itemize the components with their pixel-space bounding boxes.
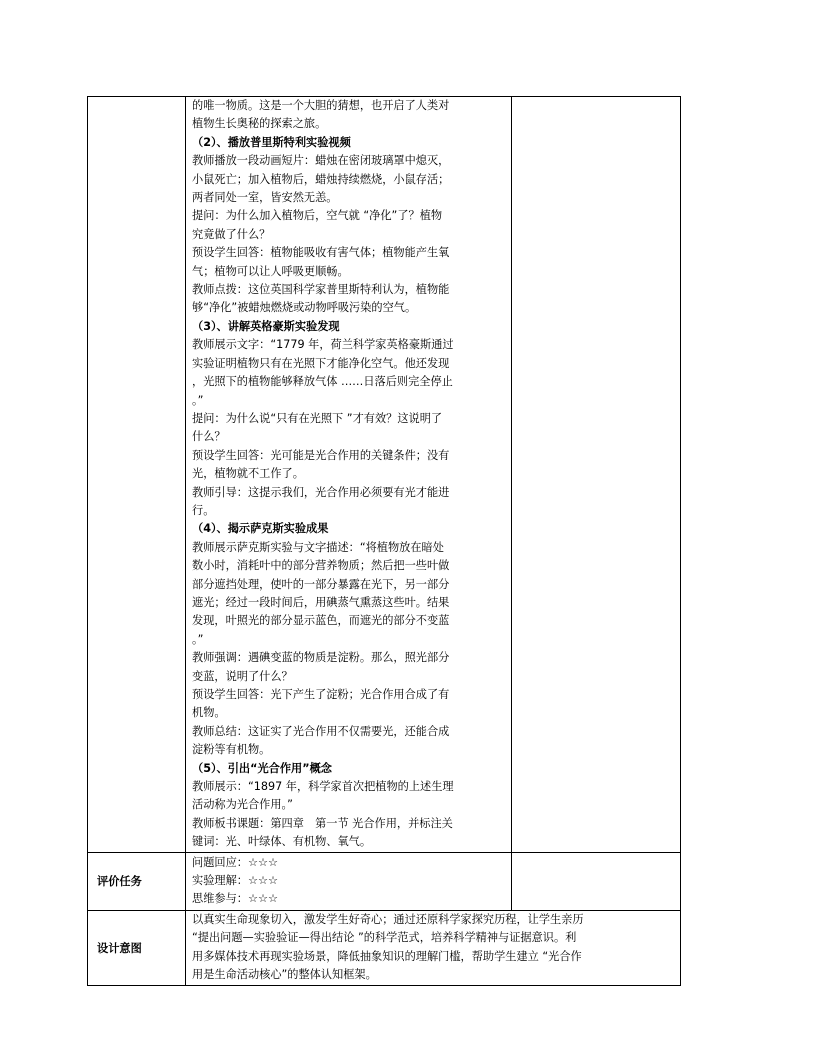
teaching-process-row xyxy=(88,97,681,853)
lesson-line: 够“净化”被蜡烛燃烧或动物呼吸污染的空气。 xyxy=(192,301,417,315)
empty-notes-cell xyxy=(512,97,681,853)
section-heading: （4）、揭示萨克斯实验成果 xyxy=(192,522,329,536)
lesson-line: 行。 xyxy=(192,503,215,517)
section-heading: （3）、讲解英格豪斯实验发现 xyxy=(192,319,340,333)
lesson-line: 究竟做了什么？ xyxy=(192,227,271,241)
lesson-line: 预设学生回答：光下产生了淀粉；光合作用合成了有 xyxy=(192,688,450,701)
evaluation-item: 实验理解：☆☆☆ xyxy=(192,874,279,888)
lesson-line: 的唯一物质。这是一个大胆的猜想，也开启了人类对 xyxy=(192,99,450,112)
lesson-line: 教师点拨：这位英国科学家普里斯特利认为，植物能 xyxy=(192,283,450,297)
lesson-line: 机物。 xyxy=(192,706,226,720)
lesson-line: 什么？ xyxy=(192,430,226,444)
section-heading: （5）、引出“光合作用”概念 xyxy=(192,761,332,775)
lesson-line: 遮光；经过一段时间后，用碘蒸气熏蒸这些叶。结果 xyxy=(192,595,450,609)
lesson-line: 活动称为光合作用。” xyxy=(192,798,293,812)
lesson-line: 预设学生回答：光可能是光合作用的关键条件；没有 xyxy=(192,448,450,462)
empty-label-cell xyxy=(88,97,186,853)
evaluation-items-cell xyxy=(186,852,512,910)
lesson-line: 部分遮挡处理，使叶的一部分暴露在光下，另一部分 xyxy=(192,577,450,591)
lesson-line: 教师总结：这证实了光合作用不仅需要光，还能合成 xyxy=(192,724,450,738)
lesson-line: 。” xyxy=(192,393,204,407)
lesson-line: 气；植物可以让人呼吸更顺畅。 xyxy=(192,264,349,278)
lesson-line: 淀粉等有机物。 xyxy=(192,743,271,757)
lesson-line: 教师板书课题：第四章 第一节 光合作用，并标注关 xyxy=(192,816,453,830)
lesson-line: 教师强调：遇碘变蓝的物质是淀粉。那么，照光部分 xyxy=(192,651,450,665)
lesson-line: 光，植物就不工作了。 xyxy=(192,467,304,481)
evaluation-item: 思维参与：☆☆☆ xyxy=(192,892,279,906)
lesson-line: 键词：光、叶绿体、有机物、氧气。 xyxy=(192,835,372,849)
lesson-line: 提问：为什么说“只有在光照下 ”才有效？这说明了 xyxy=(192,411,443,425)
evaluation-item: 问题回应：☆☆☆ xyxy=(192,855,279,869)
lesson-lines xyxy=(192,97,508,852)
lesson-line: ，光照下的植物能够释放气体 ……日落后则完全停止 xyxy=(192,375,453,389)
lesson-line: 教师展示：“1897 年，科学家首次把植物的上述生理 xyxy=(192,780,454,794)
lesson-line: 教师展示萨克斯实验与文字描述：“将植物放在暗处 xyxy=(192,540,444,554)
lesson-line: 教师展示文字：“1779 年，荷兰科学家英格豪斯通过 xyxy=(192,338,454,352)
section-heading: （2）、播放普里斯特利实验视频 xyxy=(192,135,351,149)
evaluation-row xyxy=(88,852,681,910)
design-intent-line: 用多媒体技术再现实验场景，降低抽象知识的理解门槛，帮助学生建立 “光合作 xyxy=(192,949,582,963)
evaluation-label: 评价任务 xyxy=(88,852,186,910)
lesson-line: 教师引导：这提示我们，光合作用必须要有光才能进 xyxy=(192,485,450,499)
lesson-line: 。” xyxy=(192,632,204,646)
lesson-line: 教师播放一段动画短片：蜡烛在密闭玻璃罩中熄灭， xyxy=(192,154,450,168)
lesson-line: 数小时，消耗叶中的部分营养物质；然后把一些叶做 xyxy=(192,559,450,573)
design-intent-text xyxy=(186,910,681,985)
design-intent-line: 用是生命活动核心”的整体认知框架。 xyxy=(192,968,377,982)
lesson-plan-table xyxy=(87,96,681,986)
design-intent-line: 以真实生命现象切入，激发学生好奇心；通过还原科学家探究历程，让学生亲历 xyxy=(192,912,584,926)
lesson-line: 两者同处一室，皆安然无恙。 xyxy=(192,191,338,205)
design-intent-label: 设计意图 xyxy=(88,910,186,985)
lesson-line: 发现，叶照光的部分显示蓝色，而遮光的部分不变蓝 xyxy=(192,614,450,628)
teaching-activities-cell xyxy=(186,97,512,853)
design-intent-line: “提出问题—实验验证—得出结论 ”的科学范式，培养科学精神与证据意识。利 xyxy=(192,931,577,945)
lesson-line: 小鼠死亡；加入植物后，蜡烛持续燃烧，小鼠存活； xyxy=(192,172,450,186)
empty-evaluation-cell xyxy=(512,852,681,910)
lesson-line: 预设学生回答：植物能吸收有害气体；植物能产生氧 xyxy=(192,246,450,260)
lesson-line: 提问：为什么加入植物后，空气就 “净化”了？植物 xyxy=(192,209,443,223)
lesson-line: 植物生长奥秘的探索之旅。 xyxy=(192,117,327,131)
design-intent-row xyxy=(88,910,681,985)
lesson-line: 实验证明植物只有在光照下才能净化空气。他还发现 xyxy=(192,356,450,370)
lesson-line: 变蓝，说明了什么？ xyxy=(192,669,293,683)
